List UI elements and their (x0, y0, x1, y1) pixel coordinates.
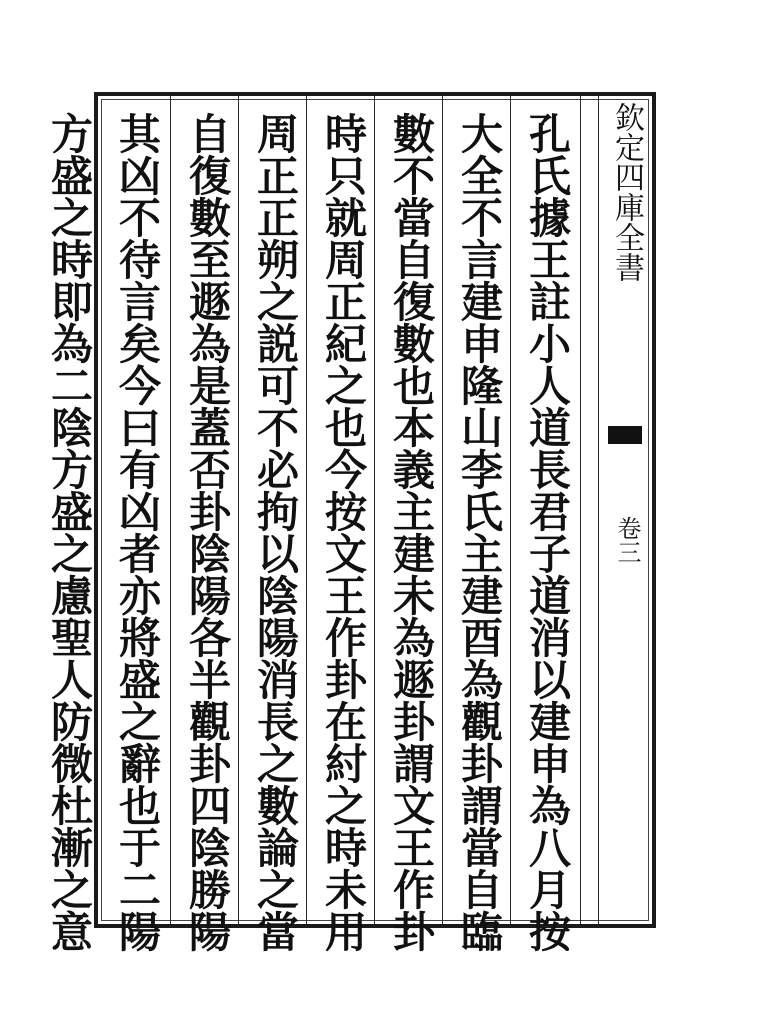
text-column-4: 時只就周正紀之也今按文王作卦在紂之時未用 (319, 112, 368, 952)
column-divider (374, 96, 375, 924)
text-column-7: 其凶不待言矣今曰有凶者亦將盛之辭也于二陽 (113, 112, 162, 952)
column-divider (238, 96, 239, 924)
column-divider (598, 96, 599, 924)
text-column-5: 周正正朔之説可不必拘以陰陽消長之數論之當 (251, 112, 300, 952)
fishtail-mark (608, 426, 642, 444)
text-column-6: 自復數至遯為是蓋否卦陰陽各半觀卦四陰勝陽 (183, 112, 232, 952)
column-divider (510, 96, 511, 924)
column-divider (306, 96, 307, 924)
header-column (604, 102, 648, 282)
volume-label: 卷三 (613, 516, 641, 564)
column-divider (580, 96, 581, 924)
column-divider (442, 96, 443, 924)
text-column-8: 方盛之時即為二陰方盛之慮聖人防微杜漸之意 (45, 112, 94, 952)
text-column-3: 數不當自復數也本義主建未為遯卦謂文王作卦 (387, 112, 436, 952)
text-column-2: 大全不言建申隆山李氏主建酉為觀卦謂當自臨 (455, 112, 504, 952)
column-divider (170, 96, 171, 924)
page-frame (45, 92, 656, 952)
text-column-1: 孔氏據王註小人道長君子道消以建申為八月按 (523, 112, 572, 952)
book-title: 欽定四庫全書 (609, 102, 644, 282)
